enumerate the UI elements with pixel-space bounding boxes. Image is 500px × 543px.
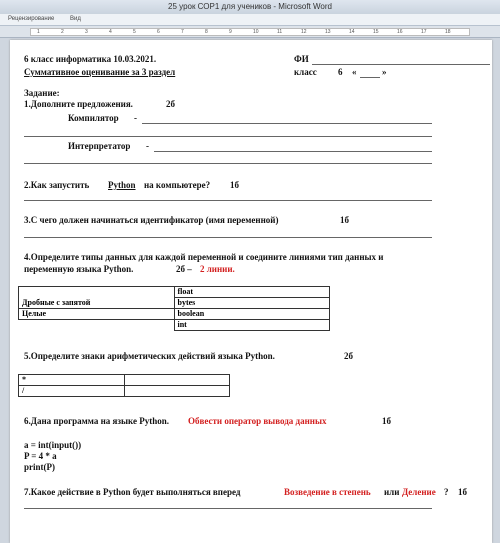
ruler-number: 13 (325, 29, 331, 35)
compiler-answer-line[interactable] (142, 123, 432, 124)
q7-text-pre: 7.Какое действие в Python будет выполняться вперед (24, 487, 241, 497)
table-right-cell: boolean (174, 309, 330, 320)
ruler-number: 12 (301, 29, 307, 35)
q6-red-instruction: Обвести оператор вывода данных (188, 416, 327, 426)
header-line2: Суммативное оценивание за 3 раздел (24, 67, 176, 77)
header-class-num: 6 (338, 67, 343, 77)
q7-or: или (384, 487, 400, 497)
fi-underline (312, 64, 490, 65)
ruler-number: 8 (205, 29, 208, 35)
q4-points: 2б – (176, 264, 192, 274)
window-titlebar (0, 0, 500, 14)
table-left-empty (19, 287, 175, 298)
q2-answer-line[interactable] (24, 200, 432, 201)
ribbon (0, 14, 500, 26)
table-left-empty (19, 320, 175, 331)
ops-answer-cell[interactable] (124, 386, 230, 397)
ruler-number: 15 (373, 29, 379, 35)
ruler-number: 11 (277, 29, 283, 35)
table-left-cell: Дробные с запятой (19, 298, 175, 309)
code-line: a = int(input()) (24, 440, 82, 450)
ruler-number: 2 (61, 29, 64, 35)
ruler-number: 1 (37, 29, 40, 35)
interpreter-label: Интерпретатор (68, 141, 131, 151)
ruler-number: 5 (133, 29, 136, 35)
q2-text-pre: 2.Как запустить (24, 180, 90, 190)
ruler-number: 17 (421, 29, 427, 35)
q2-points: 1б (230, 180, 239, 190)
header-class-open: « (352, 67, 357, 77)
interpreter-answer-line[interactable] (154, 151, 432, 152)
q2-python: Python (108, 180, 136, 190)
tab-view[interactable]: Вид (70, 16, 81, 22)
q5-points: 2б (344, 351, 353, 361)
ruler-number: 3 (85, 29, 88, 35)
code-line: P = 4 * a (24, 451, 57, 461)
ruler (0, 26, 500, 38)
compiler-label: Компилятор (68, 113, 119, 123)
ruler-number: 18 (445, 29, 451, 35)
q4-red-note: 2 линии. (200, 264, 235, 274)
q7-red-option2: Деление (402, 487, 436, 497)
compiler-answer-line-2[interactable] (24, 136, 432, 137)
ops-answer-cell[interactable] (124, 375, 230, 386)
q3-text: 3.С чего должен начинаться идентификатор (имя переменной) (24, 215, 279, 225)
window-title: 25 урок СОР1 для учеников - Microsoft Word (168, 2, 332, 11)
ruler-number: 9 (229, 29, 232, 35)
header-fi-label: ФИ (294, 54, 309, 64)
compiler-dash: - (134, 113, 137, 123)
ruler-number: 6 (157, 29, 160, 35)
interpreter-answer-line-2[interactable] (24, 163, 432, 164)
ops-cell: * (19, 375, 125, 386)
header-class-label: класс (294, 67, 317, 77)
ruler-number: 4 (109, 29, 112, 35)
q7-answer-line[interactable] (24, 508, 432, 509)
q6-text-pre: 6.Дана программа на языке Python. (24, 416, 170, 426)
q7-question-mark: ? (444, 487, 449, 497)
ruler-number: 14 (349, 29, 355, 35)
code-line: print(P) (24, 462, 55, 472)
q1-text: 1.Дополните предложения. (24, 99, 133, 109)
types-table (18, 286, 330, 331)
q5-text: 5.Определите знаки арифметических действий языка Python. (24, 351, 275, 361)
ops-cell: / (19, 386, 125, 397)
table-right-cell: int (174, 320, 330, 331)
header-class-close: » (382, 67, 387, 77)
q3-answer-line[interactable] (24, 237, 432, 238)
ruler-number: 7 (181, 29, 184, 35)
ops-table (18, 374, 230, 397)
ruler-number: 16 (397, 29, 403, 35)
ruler-scale (30, 28, 470, 36)
q7-points: 1б (458, 487, 467, 497)
task-heading: Задание: (24, 88, 60, 98)
q2-text-post: на компьютере? (144, 180, 211, 190)
q1-points: 2б (166, 99, 175, 109)
ruler-number: 10 (253, 29, 259, 35)
q6-points: 1б (382, 416, 391, 426)
tab-review[interactable]: Рецензирование (8, 16, 55, 22)
header-line1: 6 класс информатика 10.03.2021. (24, 54, 157, 64)
class-letter-blank (360, 77, 380, 78)
table-left-cell: Целые (19, 309, 175, 320)
q7-red-option1: Возведение в степень (284, 487, 371, 497)
q3-points: 1б (340, 215, 349, 225)
interpreter-dash: - (146, 141, 149, 151)
q4-line1: 4.Определите типы данных для каждой переменной и соедините линиями тип данных и (24, 252, 384, 262)
q4-line2: переменную языка Python. (24, 264, 134, 274)
document-page[interactable] (10, 40, 492, 543)
table-right-cell: bytes (174, 298, 330, 309)
table-right-cell: float (174, 287, 330, 298)
